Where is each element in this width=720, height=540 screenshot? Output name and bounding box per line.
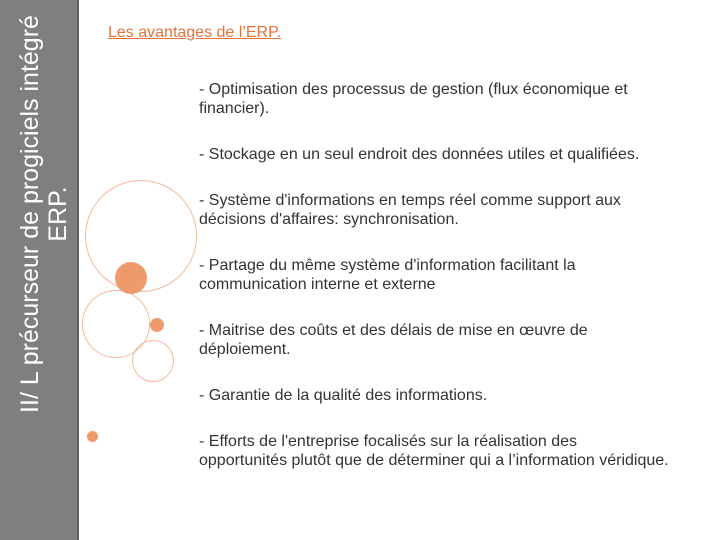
list-item: - Optimisation des processus de gestion (flux économique et financier). — [199, 81, 628, 117]
decorative-dot-large — [115, 262, 147, 294]
vertical-section-title: II/ L précurseur de progiciels intégré ERP. — [16, 15, 72, 413]
list-item: - Stockage en un seul endroit des données utiles et qualifiées. — [199, 146, 640, 163]
decorative-dot-small — [150, 318, 164, 332]
list-item: - Garantie de la qualité des informations. — [199, 387, 488, 404]
decorative-ring-small — [132, 340, 174, 382]
sidebar — [0, 0, 79, 540]
list-item: - Système d'informations en temps réel comme support aux décisions d'affaires: synchronisation. — [199, 192, 621, 228]
decorative-dot-tiny — [87, 431, 98, 442]
list-item: - Efforts de l'entreprise focalisés sur la réalisation des opportunités plutôt que de déterminer qui a l’information véridique. — [199, 433, 669, 469]
slide-title: Les avantages de l’ERP. — [108, 24, 282, 41]
list-item: - Partage du même système d'information facilitant la communication interne et externe — [199, 257, 576, 293]
list-item: - Maitrise des coûts et des délais de mise en œuvre de déploiement. — [199, 322, 588, 358]
advantages-list — [199, 80, 669, 470]
